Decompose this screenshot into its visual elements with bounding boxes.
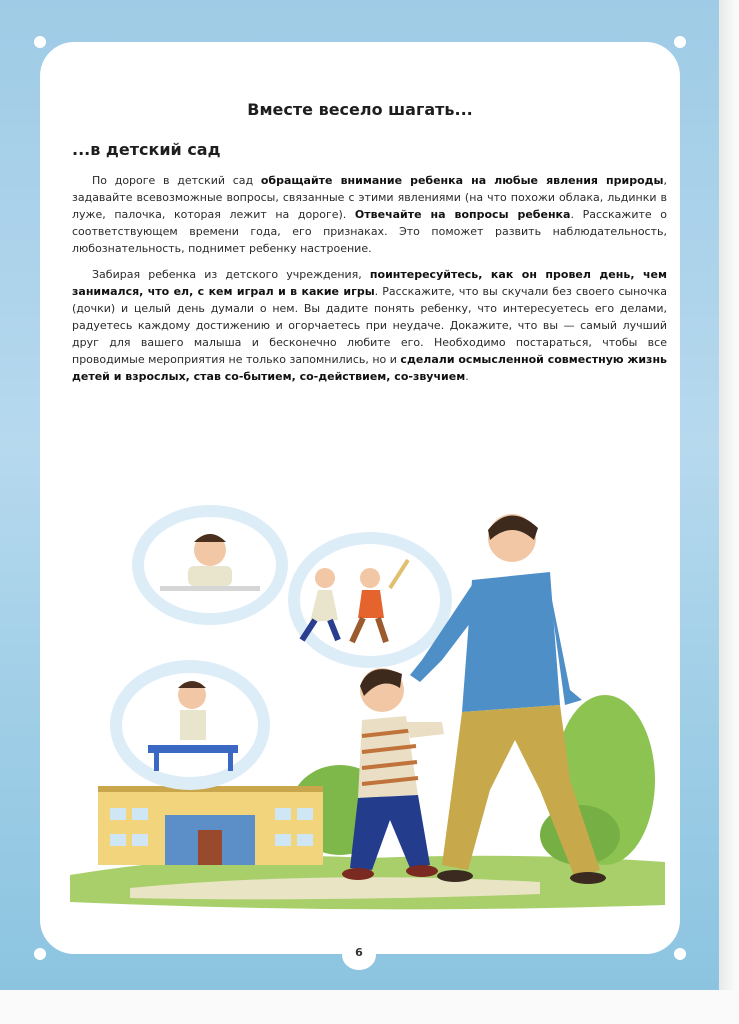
p2-text-1: Забирая ребенка из детского учреждения, <box>92 268 370 281</box>
p1-bold-2: Отвечайте на вопросы ребенка <box>354 208 571 221</box>
page-title: Вместе весело шагать... <box>247 100 473 119</box>
thought-cloud-eating <box>132 505 288 625</box>
corner-dot-bottom-right <box>674 948 686 960</box>
p2-text-3: . <box>465 370 469 383</box>
thought-cloud-playing <box>288 532 452 668</box>
p1-text-1: По дороге в детский сад <box>92 174 261 187</box>
thought-cloud-sitting <box>110 660 270 790</box>
paragraph-2 <box>72 266 667 385</box>
p2-text-2: . Расскажите, что вы скучали без своего сыночка (дочки) и целый день думали о нем. Вы дадите понять ребенку, что интересуетесь его делами, радуетесь каждому достижению и огорчаетесь при неудаче. Докажите, что вы — самый лучший друг для вашего малыша и бесконечно любите его. Необходимо постараться, чтобы все проводимые мероприятия не только запомнились, но и <box>72 285 667 366</box>
corner-dot-bottom-left <box>34 948 46 960</box>
father-and-son-illustration <box>70 490 680 920</box>
p1-bold-1: обращайте внимание ребенка на любые явления природы <box>260 174 664 187</box>
corner-dot-top-right <box>674 36 686 48</box>
p1-text-3: . Расскажите о соответствующем времени года, его признаках. Это поможет развить наблюдательность, любознательность, поднимет ребенку настроение. <box>72 208 667 255</box>
paragraph-1 <box>72 172 667 257</box>
section-subtitle: ...в детский сад <box>72 140 221 159</box>
page-number: 6 <box>355 946 363 959</box>
p2-bold-2: сделали осмысленной совместную жизнь детей и взрослых, став со-бытием, со-действием, со-звучием <box>72 353 667 383</box>
page-edge-bottom <box>0 990 739 1024</box>
article-body <box>72 172 667 394</box>
kindergarten-building <box>98 786 323 865</box>
corner-dot-top-left <box>34 36 46 48</box>
p1-text-2: , задавайте всевозможные вопросы, связанные с этими явлениями (на что похожи облака, льдинки в луже, палочка, которая лежит на дороге). <box>72 174 667 221</box>
page-edge-right <box>719 0 739 1024</box>
p2-bold-1: поинтересуйтесь, как он провел день, чем занимался, что ел, с кем играл и в какие игры <box>72 268 667 298</box>
